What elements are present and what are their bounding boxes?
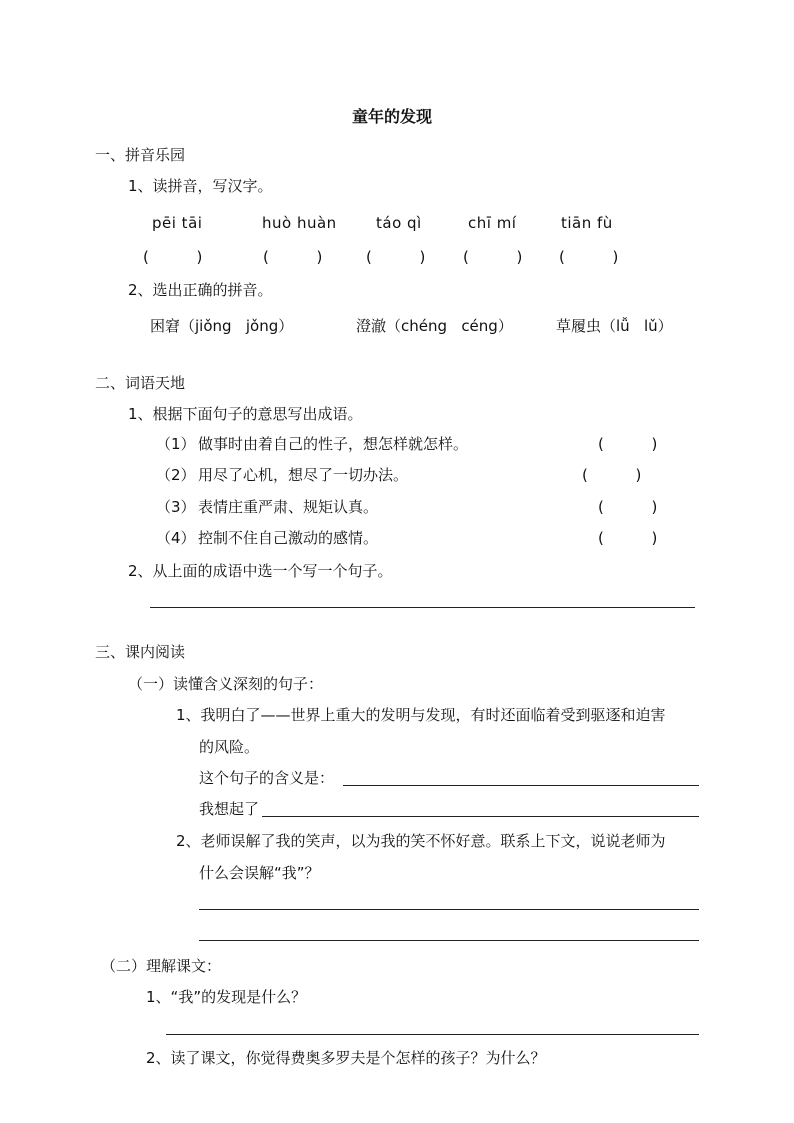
s3-q1-meaning-label: 这个句子的含义是： [199, 769, 335, 787]
s3-q2-line1: 2、老师误解了我的笑声，以为我的笑不怀好意。联系上下文，说说老师为 [176, 832, 666, 850]
idiom-item-3-text: 表情庄重严肃、规矩认真。 [198, 498, 379, 516]
idiom-item-2-text: 用尽了心机，想尽了一切办法。 [198, 466, 409, 484]
answer-blank-4[interactable]: ( ) [463, 248, 523, 266]
s1-q1-label: 1、读拼音，写汉字。 [128, 177, 273, 195]
pinyin-1: pēi tāi [152, 214, 203, 232]
section-1-heading: 一、拼音乐园 [95, 146, 186, 164]
idiom-item-4-blank[interactable]: ( ) [598, 529, 658, 547]
page-title: 童年的发现 [352, 107, 433, 126]
s3-q2-line2: 什么会误解“我”？ [199, 864, 320, 882]
s3-part2-q1: 1、“我”的发现是什么？ [146, 988, 307, 1006]
misunderstand-answer-line-1[interactable] [199, 909, 699, 910]
s3-part1-label: （一）读懂含义深刻的句子： [128, 675, 324, 693]
pinyin-2: huò huàn [262, 214, 337, 232]
answer-blank-1[interactable]: ( ) [143, 248, 203, 266]
s3-q1-line1: 1、我明白了——世界上重大的发明与发现，有时还面临着受到驱逐和迫害 [176, 706, 666, 724]
idiom-item-3-blank[interactable]: ( ) [598, 498, 658, 516]
section-3-heading: 三、课内阅读 [95, 643, 186, 661]
section-2-heading: 二、词语天地 [95, 374, 186, 392]
s3-part2-label: （二）理解课文： [101, 957, 222, 975]
idiom-item-1-blank[interactable]: ( ) [598, 435, 658, 453]
pinyin-3: táo qì [376, 214, 422, 232]
s2-q1-label: 1、根据下面句子的意思写出成语。 [128, 405, 363, 423]
meaning-answer-line[interactable] [343, 785, 699, 786]
pinyin-4: chī mí [468, 214, 517, 232]
misunderstand-answer-line-2[interactable] [199, 940, 699, 941]
s2-q2-label: 2、从上面的成语中选一个写一个句子。 [128, 562, 393, 580]
pinyin-choice-3[interactable]: 草履虫（lǚ lǔ） [556, 317, 673, 335]
s1-q2-label: 2、选出正确的拼音。 [128, 281, 273, 299]
pinyin-choice-2[interactable]: 澄澈（chéng céng） [356, 317, 513, 335]
sentence-answer-line[interactable] [150, 607, 695, 608]
s3-part2-q2: 2、读了课文，你觉得费奥多罗夫是个怎样的孩子？为什么？ [146, 1049, 546, 1067]
discovery-answer-line[interactable] [166, 1034, 699, 1035]
idiom-item-1-text: 做事时由着自己的性子，想怎样就怎样。 [198, 435, 469, 453]
idiom-item-3-number: （3） [156, 498, 196, 516]
idiom-item-1-number: （1） [156, 435, 196, 453]
answer-blank-3[interactable]: ( ) [366, 248, 426, 266]
s3-q1-recall-label: 我想起了 [199, 800, 260, 818]
idiom-item-2-blank[interactable]: ( ) [582, 466, 642, 484]
s3-q1-line2: 的风险。 [199, 738, 260, 756]
pinyin-5: tiān fù [561, 214, 613, 232]
idiom-item-2-number: （2） [156, 466, 196, 484]
pinyin-choice-1[interactable]: 困窘（jiǒng jǒng） [150, 317, 294, 335]
recall-answer-line[interactable] [262, 816, 699, 817]
answer-blank-5[interactable]: ( ) [559, 248, 619, 266]
idiom-item-4-number: （4） [156, 529, 196, 547]
idiom-item-4-text: 控制不住自己激动的感情。 [198, 529, 379, 547]
answer-blank-2[interactable]: ( ) [263, 248, 323, 266]
